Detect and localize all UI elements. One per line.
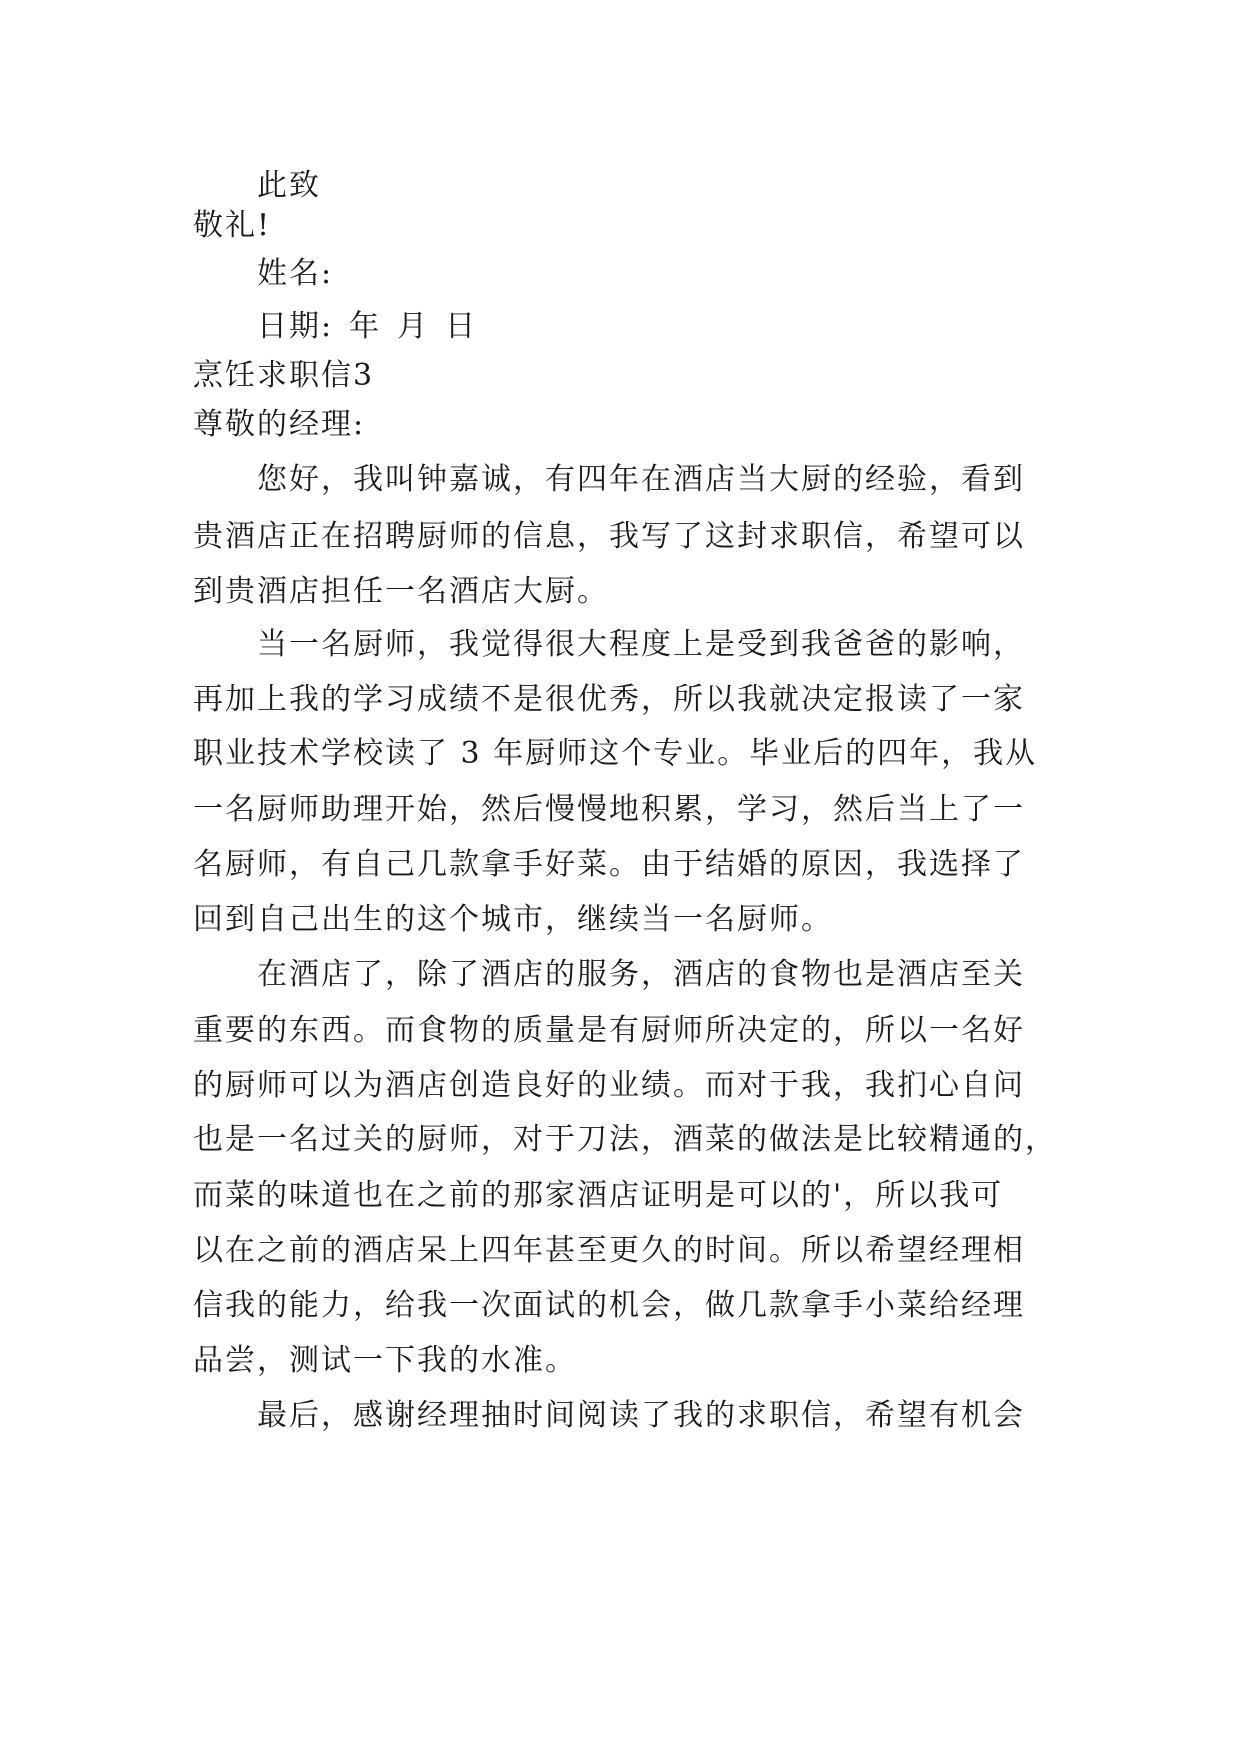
paragraph-2-line-3: 职业技术学校读了 3 年厨师这个专业。毕业后的四年，我从 (193, 736, 1038, 771)
paragraph-2-line-2: 再加上我的学习成绩不是很优秀，所以我就决定报读了一家 (193, 682, 1025, 717)
paragraph-3-line-4: 也是一名过关的厨师，对于刀法，酒菜的做法是比较精通的， (193, 1122, 1057, 1157)
paragraph-3-line-3: 的厨师可以为酒店创造良好的业绩。而对于我，我扪心自问 (193, 1068, 1025, 1103)
signature-name-label: 姓名: (257, 256, 334, 291)
paragraph-2-line-6: 回到自己出生的这个城市，继续当一名厨师。 (193, 902, 833, 937)
date-year: 年 (349, 309, 382, 344)
date-day: 日 (445, 309, 478, 344)
signature-date-line (257, 307, 477, 347)
paragraph-2-line-5: 名厨师，有自己几款拿手好菜。由于结婚的原因，我选择了 (193, 847, 1025, 882)
paragraph-2-line-4: 一名厨师助理开始，然后慢慢地积累，学习，然后当上了一 (193, 792, 1025, 827)
date-label: 日期: (257, 309, 334, 344)
letter-greeting: 尊敬的经理: (193, 407, 366, 442)
date-month: 月 (397, 309, 430, 344)
closing-salute-prefix: 此致 (257, 168, 321, 203)
paragraph-4-line-1: 最后，感谢经理抽时间阅读了我的求职信，希望有机会 (257, 1398, 1025, 1433)
paragraph-1-line-2: 贵酒店正在招聘厨师的信息，我写了这封求职信，希望可以 (193, 519, 1025, 554)
paragraph-3-line-1: 在酒店了，除了酒店的服务，酒店的食物也是酒店至关 (257, 957, 1025, 992)
paragraph-3-line-8: 品尝，测试一下我的水准。 (193, 1343, 577, 1378)
paragraph-3-line-5: 而菜的味道也在之前的那家酒店证明是可以的'，所以我可 (193, 1178, 1004, 1213)
paragraph-1-line-1: 您好，我叫钟嘉诚，有四年在酒店当大厨的经验，看到 (257, 462, 1025, 497)
closing-salute: 敬礼! (193, 208, 272, 243)
paragraph-3-line-6: 以在之前的酒店呆上四年甚至更久的时间。所以希望经理相 (193, 1233, 1025, 1268)
paragraph-1-line-3: 到贵酒店担任一名酒店大厨。 (193, 574, 609, 609)
paragraph-2-line-1: 当一名厨师，我觉得很大程度上是受到我爸爸的影响， (257, 627, 1025, 662)
paragraph-3-line-7: 信我的能力，给我一次面试的机会，做几款拿手小菜给经理 (193, 1288, 1025, 1323)
paragraph-3-line-2: 重要的东西。而食物的质量是有厨师所决定的，所以一名好 (193, 1013, 1025, 1048)
letter-title: 烹饪求职信3 (193, 358, 375, 393)
